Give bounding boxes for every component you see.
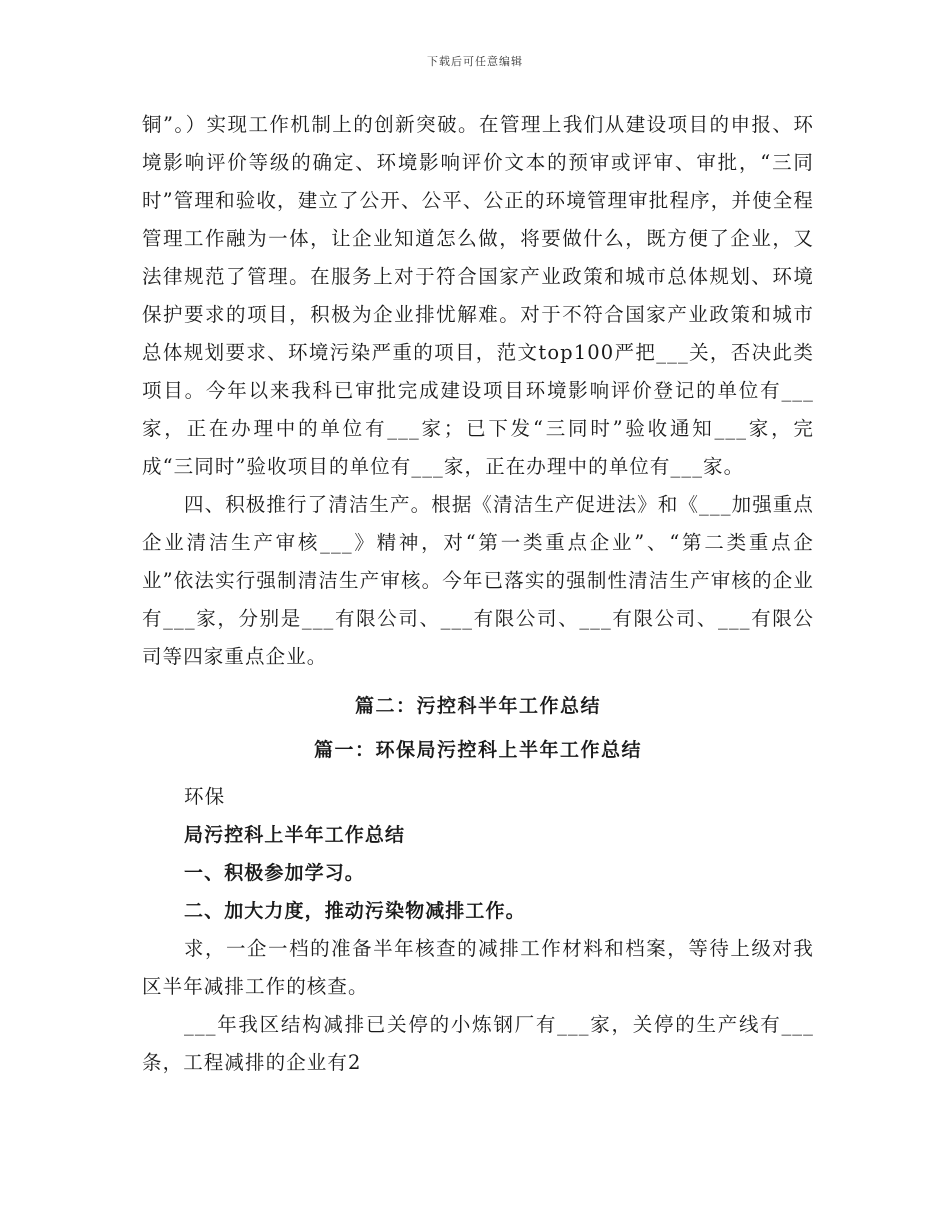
subheading: 局污控科上半年工作总结: [184, 824, 406, 846]
paragraph: 四、积极推行了清洁生产。根据《清洁生产促进法》和《___加强重点企业清洁生产审核___》精神，对“第一类重点企业”、“第二类重点企业”依法实行强制清洁生产审核。今年已落实的强制性清洁生产审核的企业有___家，分别是___有限公司、___有限公司、___有限公司、___有限公司等四家重点企业。: [142, 493, 814, 668]
document-body: [142, 106, 814, 1082]
section-title: 篇二：污控科半年工作总结: [354, 695, 601, 717]
subheading: 二、加大力度，推动污染物减排工作。: [184, 900, 526, 922]
section-title: 篇一：环保局污控科上半年工作总结: [313, 739, 642, 761]
subheading: 一、积极参加学习。: [184, 862, 365, 884]
paragraph: ___年我区结构减排已关停的小炼钢厂有___家，关停的生产线有___条，工程减排的企业有2: [142, 1013, 814, 1074]
paragraph: 环保: [184, 785, 226, 808]
paragraph: 铜”。）实现工作机制上的创新突破。在管理上我们从建设项目的申报、环境影响评价等级的确定、环境影响评价文本的预审或评审、审批，“三同时”管理和验收，建立了公开、公平、公正的环境管理审批程序，并使全程管理工作融为一体，让企业知道怎么做，将要做什么，既方便了企业，又法律规范了管理。在服务上对于符合国家产业政策和城市总体规划、环境保护要求的项目，积极为企业排忧解难。对于不符合国家产业政策和城市总体规划要求、环境污染严重的项目，范文top100严把___关，否决此类项目。今年以来我科已审批完成建设项目环境影响评价登记的单位有___家，正在办理中的单位有___家；已下发“三同时”验收通知___家，完成“三同时”验收项目的单位有___家，正在办理中的单位有___家。: [142, 113, 814, 478]
paragraph: 求，一企一档的准备半年核查的减排工作材料和档案，等待上级对我区半年减排工作的核查。: [142, 937, 814, 998]
page-header: 下载后可任意编辑: [427, 55, 523, 68]
